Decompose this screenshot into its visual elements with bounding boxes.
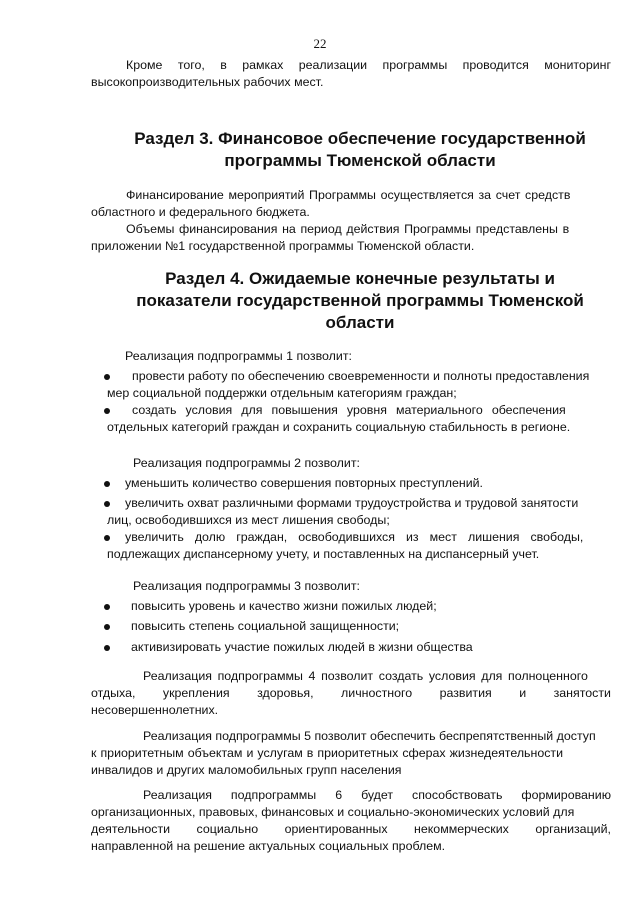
bullet-text: подлежащих диспансерному учету, и поставленных на диспансерный учет.: [107, 547, 540, 561]
word: реализации: [298, 58, 368, 72]
section-3-paragraph-2: [91, 221, 611, 238]
subprogram-1-lead: Реализация подпрограммы 1 позволит:: [125, 349, 352, 363]
bullet-text: лиц, освободившихся из мест лишения свободы;: [107, 513, 390, 527]
subprogram-5-paragraph: [91, 728, 611, 779]
section-4-title-line-2: показатели государственной программы Тюменской: [136, 291, 584, 310]
page-number: 22: [313, 36, 327, 51]
paragraph-line: несовершеннолетних.: [91, 703, 219, 717]
paragraph-line: приложении №1 государственной программы Тюменской области.: [91, 239, 475, 253]
word: в: [220, 58, 227, 72]
word: деятельности: [91, 822, 171, 836]
paragraph-line: Реализация подпрограммы 4 позволит создать условия для полноценного: [143, 669, 588, 683]
subprogram-3-lead: Реализация подпрограммы 3 позволит:: [133, 579, 360, 593]
word: ориентированных: [284, 822, 388, 836]
subprogram-3-bullet-1: [107, 598, 612, 615]
word: того,: [177, 58, 205, 72]
word: отдыха,: [91, 686, 136, 700]
paragraph-line: Реализация подпрограммы 5 позволит обеспечить беспрепятственный доступ: [143, 729, 596, 743]
bullet-text: мер социальной поддержки отдельным категориям граждан;: [107, 386, 457, 400]
subprogram-2-lead: Реализация подпрограммы 2 позволит:: [133, 456, 360, 470]
subprogram-3-bullet-2: [107, 618, 612, 635]
word: развития: [439, 686, 492, 700]
bullet-text: повысить степень социальной защищенности;: [131, 619, 400, 633]
paragraph-line: к приоритетным объектам и услугам в приоритетных сферах жизнедеятельности: [91, 746, 564, 760]
bullet-text: отдельных категорий граждан и сохранить социальную стабильность в регионе.: [107, 420, 571, 434]
word: занятости: [553, 686, 611, 700]
bullet-text: создать условия для повышения уровня материального обеспечения: [132, 403, 566, 417]
paragraph-text: Финансирование мероприятий Программы осуществляется за счет средств: [126, 188, 571, 202]
paragraph-line: направленной на решение актуальных социальных проблем.: [91, 839, 446, 853]
paragraph-line: [91, 685, 611, 702]
bullet-text: увеличить охват различными формами трудоустройства и трудовой занятости: [125, 496, 579, 510]
bullet-text: провести работу по обеспечению своевременности и полноты предоставления: [132, 369, 590, 383]
word: Реализация: [143, 788, 212, 802]
paragraph-line: организационных, правовых, финансовых и социально-экономических условий для: [91, 805, 575, 819]
bullet-text: активизировать участие пожилых людей в жизни общества: [131, 640, 473, 654]
section-3-title-line-2: программы Тюменской области: [224, 151, 496, 170]
intro-paragraph: [91, 57, 611, 91]
word: будет: [361, 788, 394, 802]
bullet-text: повысить уровень и качество жизни пожилых людей;: [131, 599, 437, 613]
paragraph-line: инвалидов и других маломобильных групп населения: [91, 763, 402, 777]
word: программы: [382, 58, 448, 72]
subprogram-1-bullet-1: [107, 368, 612, 402]
subprogram-1-bullet-2: [107, 402, 612, 436]
word: рамках: [242, 58, 284, 72]
word: подпрограммы: [230, 788, 317, 802]
section-3-heading: [100, 128, 620, 172]
paragraph-line: областного и федерального бюджета.: [91, 205, 310, 219]
section-3-paragraph-1: [91, 187, 611, 255]
paragraph-line: Объемы финансирования на период действия Программы представлены в: [126, 222, 570, 236]
paragraph-line: [91, 821, 611, 838]
word: мониторинг: [544, 58, 611, 72]
word: проводится: [462, 58, 529, 72]
subprogram-3-bullet-3: [107, 639, 612, 656]
section-3-title-line-1: Раздел 3. Финансовое обеспечение государственной: [134, 129, 586, 148]
subprogram-6-paragraph: [91, 787, 611, 855]
section-4-title-line-1: Раздел 4. Ожидаемые конечные результаты и: [165, 269, 555, 288]
word: некоммерческих: [414, 822, 509, 836]
intro-line-2: высокопроизводительных рабочих мест.: [91, 75, 324, 89]
word: организаций,: [535, 822, 611, 836]
paragraph-line: [91, 787, 611, 804]
word: Кроме: [126, 58, 163, 72]
intro-line-1: [91, 57, 611, 74]
section-4-heading: [100, 268, 620, 334]
subprogram-2-bullet-1: [107, 475, 612, 492]
subprogram-2-bullet-2: [107, 495, 612, 529]
paragraph-line: [91, 187, 611, 204]
bullet-text: уменьшить количество совершения повторных преступлений.: [125, 476, 483, 490]
word: здоровья,: [257, 686, 314, 700]
word: формированию: [521, 788, 611, 802]
word: и: [519, 686, 527, 700]
word: укрепления: [162, 686, 230, 700]
section-4-title-line-3: области: [325, 313, 395, 332]
word: 6: [335, 788, 343, 802]
bullet-text: увеличить долю граждан, освободившихся из мест лишения свободы,: [125, 530, 584, 544]
subprogram-4-paragraph: [91, 668, 611, 719]
word: социально: [196, 822, 259, 836]
word: способствовать: [412, 788, 503, 802]
word: личностного: [341, 686, 413, 700]
subprogram-2-bullet-3: [107, 529, 612, 563]
